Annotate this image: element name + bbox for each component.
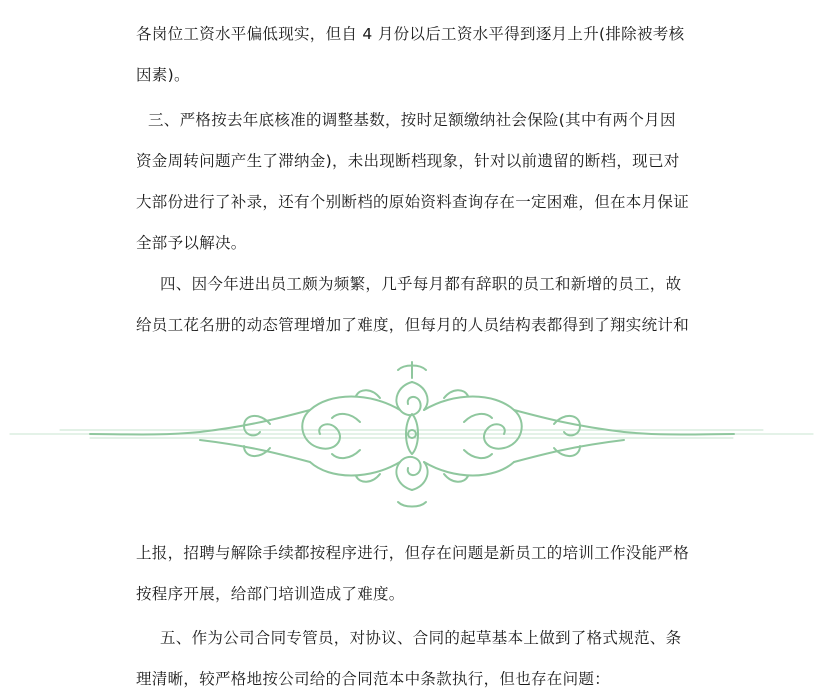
text-line: 按程序开展，给部门培训造成了难度。 [136, 585, 405, 603]
text-line: 各岗位工资水平偏低现实，但自 4 月份以后工资水平得到逐月上升(排除被考核 [136, 25, 685, 43]
text-line: 因素)。 [136, 66, 190, 84]
text-line: 理清晰，较严格地按公司给的合同范本中条款执行，但也存在问题： [136, 670, 611, 688]
paragraph-start: 四、因今年进出员工颇为频繁，几乎每月都有辞职的员工和新增的员工，故 [160, 275, 682, 293]
scroll-divider-ornament-icon [0, 352, 823, 512]
text-line: 给员工花名册的动态管理增加了难度，但每月的人员结构表都得到了翔实统计和 [136, 316, 690, 334]
text-line: 资金周转问题产生了滞纳金)，未出现断档现象，针对以前遗留的断档，现已对 [136, 152, 680, 170]
text-line: 大部份进行了补录，还有个别断档的原始资料查询存在一定困难，但在本月保证 [136, 193, 690, 211]
text-line: 上报，招聘与解除手续都按程序进行，但存在问题是新员工的培训工作没能严格 [136, 544, 690, 562]
paragraph-start: 三、严格按去年底核准的调整基数，按时足额缴纳社会保险(其中有两个月因 [148, 111, 676, 129]
text-line: 全部予以解决。 [136, 234, 247, 252]
paragraph-start: 五、作为公司合同专管员，对协议、合同的起草基本上做到了格式规范、条 [160, 629, 682, 647]
clipped-previous-line [250, 0, 610, 2]
